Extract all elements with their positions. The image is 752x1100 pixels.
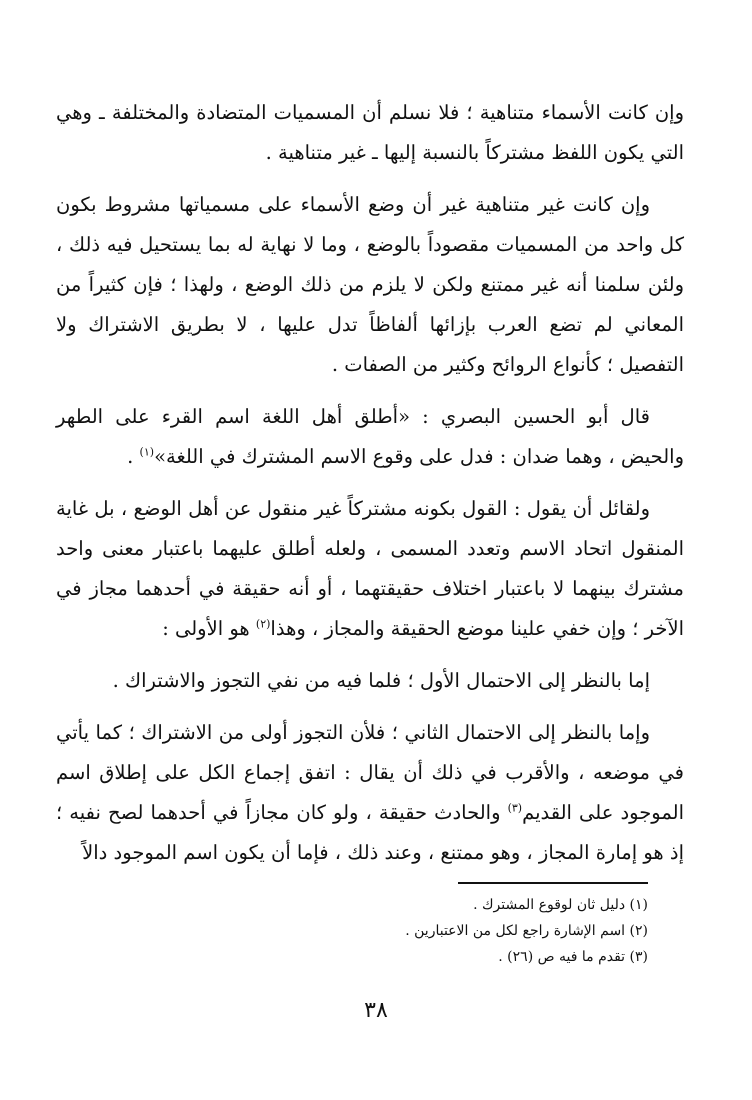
paragraph-3 — [56, 397, 684, 477]
paragraph-1 — [56, 93, 684, 173]
paragraph-2-text: وإن كانت غير متناهية غير أن وضع الأسماء على مسمياتها مشروط بكون كل واحد من المسميات مقصوداً بالوضع ، وما لا نهاية له بما يستحيل فيه ذلك ، ولئن سلمنا أنه غير ممتنع ولكن لا يلزم من ذلك الوضع ، ولهذا ؛ فإن كثيراً من المعاني لم تضع العرب بإزائها ألفاظاً تدل عليها ، لا بطريق الاشتراك ولا التفصيل ؛ كأنواع الروائح وكثير من الصفات . — [56, 193, 684, 376]
page-number: ٣٨ — [364, 998, 388, 1023]
paragraph-1-text: وإن كانت الأسماء متناهية ؛ فلا نسلم أن المسميات المتضادة والمختلفة ـ وهي التي يكون اللفظ مشتركاً بالنسبة إليها ـ غير متناهية . — [56, 101, 684, 164]
paragraph-5 — [56, 661, 684, 701]
body-text — [56, 93, 684, 873]
paragraph-6-text: وإما بالنظر إلى الاحتمال الثاني ؛ فلأن التجوز أولى من الاشتراك ؛ كما يأتي في موضعه ، والأقرب في ذلك أن يقال : اتفق إجماع الكل على إطلاق اسم الموجود على القديم — [56, 721, 684, 824]
paragraph-3-tail: . — [127, 445, 140, 468]
paragraph-4-tail: هو الأولى : — [162, 617, 256, 640]
paragraph-6-tail: والحادث حقيقة ، ولو كان مجازاً في أحدهما لصح نفيه ؛ إذ هو إمارة المجاز ، وهو ممتنع ، وعند ذلك ، فإما أن يكون اسم الموجود دالاً — [56, 801, 684, 864]
footnote-ref-3[interactable]: (٣) — [507, 801, 523, 815]
footnote-1: (١) دليل ثان لوقوع المشترك . — [473, 897, 648, 913]
footnote-2: (٢) اسم الإشارة راجع لكل من الاعتبارين . — [405, 923, 648, 939]
paragraph-3-text: قال أبو الحسين البصري : «أطلق أهل اللغة اسم القرء على الطهر والحيض ، وهما ضدان : فدل على وقوع الاسم المشترك في اللغة» — [56, 405, 684, 468]
footnote-3: (٣) تقدم ما فيه ص (٢٦) . — [498, 949, 648, 965]
paragraph-2 — [56, 185, 684, 385]
footnote-ref-1[interactable]: (١) — [139, 445, 155, 459]
footnote-divider — [458, 882, 648, 884]
paragraph-4 — [56, 489, 684, 649]
paragraph-4-text: ولقائل أن يقول : القول بكونه مشتركاً غير منقول عن أهل الوضع ، بل غاية المنقول اتحاد الاسم وتعدد المسمى ، ولعله أطلق عليهما باعتبار معنى واحد مشترك بينهما لا باعتبار اختلاف حقيقتهما ، أو أنه حقيقة في أحدهما مجاز في الآخر ؛ وإن خفي علينا موضع الحقيقة والمجاز ، وهذا — [56, 497, 684, 640]
footnote-ref-2[interactable]: (٢) — [255, 617, 271, 631]
footnotes — [148, 892, 648, 970]
paragraph-6 — [56, 713, 684, 873]
paragraph-5-text: إما بالنظر إلى الاحتمال الأول ؛ فلما فيه من نفي التجوز والاشتراك . — [112, 669, 650, 692]
